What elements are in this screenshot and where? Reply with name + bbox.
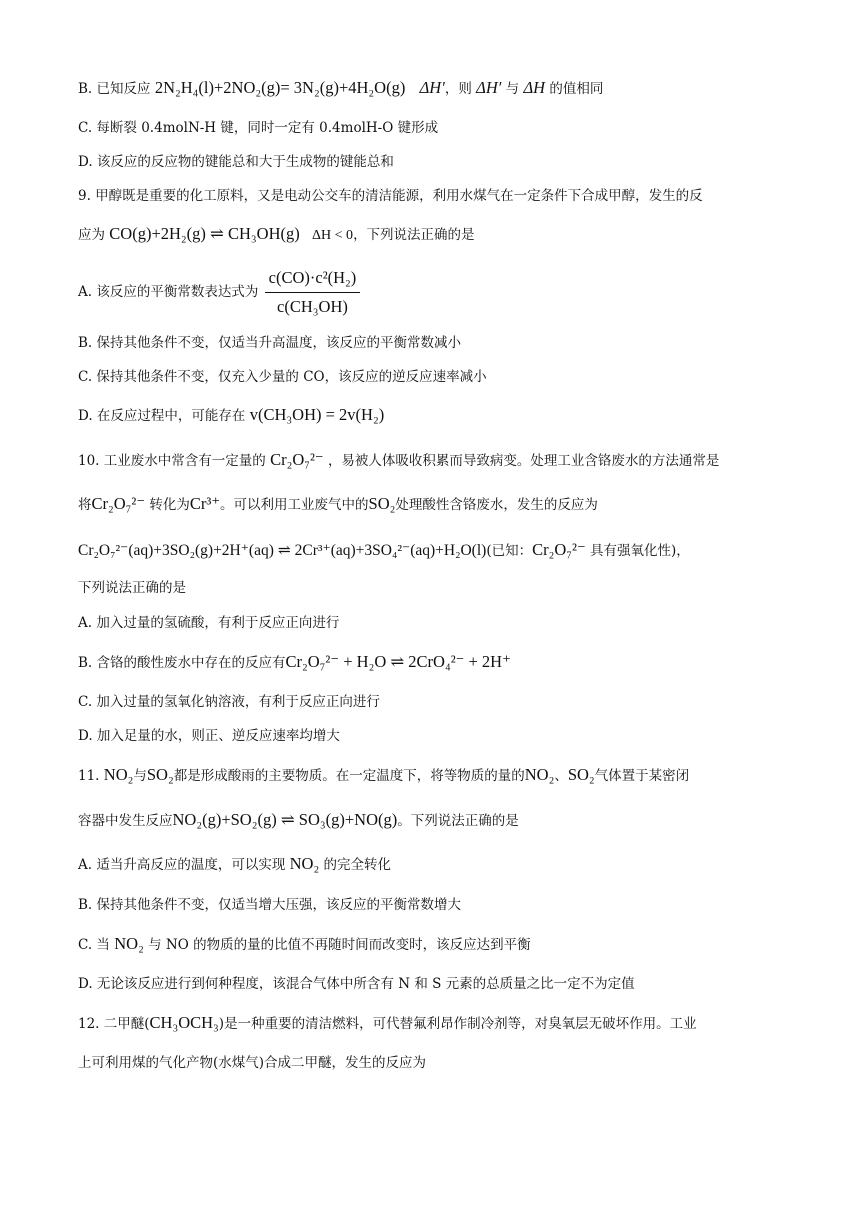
- equation: Cr₂O₇²⁻ + H₂O ⇌ 2CrO₄²⁻ + 2H⁺: [285, 652, 511, 671]
- text: B. 已知反应: [78, 81, 151, 97]
- text: D. 在反应过程中，可能存在: [78, 408, 246, 424]
- text: 处理酸性含铬废水，发生的反应为: [395, 497, 598, 513]
- formula: NO₂: [524, 765, 555, 784]
- equilibrium-constant-fraction: [265, 266, 361, 319]
- text: 具有强氧化性)，: [589, 543, 690, 559]
- text: 容器中发生反应: [78, 813, 173, 829]
- text: 转化为: [149, 497, 190, 513]
- q9-option-d: [78, 405, 384, 426]
- text: 与: [505, 81, 520, 97]
- q11-stem-line2: [78, 810, 519, 831]
- q8-option-d: D. 该反应的反应物的键能总和大于生成物的键能总和: [78, 154, 394, 170]
- text: A. 该反应的平衡常数表达式为: [78, 284, 259, 300]
- equation: NO₂(g)+SO₂(g) ⇌ SO₃(g)+NO(g): [172, 810, 398, 829]
- q11-option-d: D. 无论该反应进行到何种程度，该混合气体中所含有 N 和 S 元素的总质量之比一定不为定值: [78, 976, 635, 992]
- formula: SO₂: [368, 494, 396, 513]
- formula: NO₂: [103, 765, 134, 784]
- text: ，易被人体吸收积累而导致病变。处理工业含铬废水的方法通常是: [327, 453, 720, 469]
- enthalpy-symbol: ΔH: [523, 78, 546, 97]
- fraction-numerator: c(CO)·c²(H₂): [265, 266, 361, 293]
- text: C. 当: [78, 937, 110, 953]
- text: 的值相同: [549, 81, 604, 97]
- q11-stem-line1: [78, 765, 689, 786]
- ion-formula: Cr₂O₇²⁻: [532, 540, 586, 559]
- q12-stem-line2: 上可利用煤的气化产物(水煤气)合成二甲醚，发生的反应为: [78, 1055, 427, 1071]
- ion-formula: Cr₂O₇²⁻: [91, 494, 146, 513]
- q10-stem-line4: 下列说法正确的是: [78, 580, 186, 596]
- text: B. 含铬的酸性废水中存在的反应有: [78, 655, 286, 671]
- formula: NO₂: [114, 934, 144, 953]
- ion-formula: Cr³⁺: [189, 494, 221, 513]
- text: A. 适当升高反应的温度，可以实现: [78, 857, 286, 873]
- q9-option-c: C. 保持其他条件不变，仅充入少量的 CO，该反应的逆反应速率减小: [78, 369, 487, 385]
- text: 与: [133, 768, 147, 784]
- text: 将: [78, 497, 92, 513]
- enthalpy-condition: ΔH < 0: [312, 228, 354, 243]
- q11-option-b: B. 保持其他条件不变，仅适当增大压强，该反应的平衡常数增大: [78, 897, 462, 913]
- q9-stem-line1: 9. 甲醇既是重要的化工原料，又是电动公交车的清洁能源，利用水煤气在一定条件下合成甲醇，发生的反: [78, 188, 703, 204]
- q11-option-a: [78, 854, 391, 875]
- q10-option-c: C. 加入过量的氢氧化钠溶液，有利于反应正向进行: [78, 694, 380, 710]
- formula: CH₃OCH₃: [149, 1013, 219, 1032]
- text: 12. 二甲醚(: [78, 1016, 150, 1032]
- equation: v(CH₃OH) = 2v(H₂): [249, 405, 385, 424]
- q8-option-b: [78, 78, 603, 99]
- q11-option-c: [78, 934, 531, 955]
- text: 11.: [78, 768, 100, 784]
- enthalpy-symbol: ΔH′: [419, 78, 445, 97]
- formula: SO₂: [146, 765, 174, 784]
- text: 、: [554, 768, 568, 784]
- q8-option-c: C. 每断裂 0.4molN-H 键，同时一定有 0.4molH-O 键形成: [78, 120, 439, 136]
- text: 。下列说法正确的是: [397, 813, 519, 829]
- formula: NO₂: [289, 854, 320, 873]
- text: ，下列说法正确的是: [353, 227, 475, 243]
- equation: Cr₂O₇²⁻(aq)+3SO₂(g)+2H⁺(aq) ⇌ 2Cr³⁺(aq)+3SO₄²⁻(aq)+H₂O(l): [78, 542, 487, 559]
- q9-option-b: B. 保持其他条件不变，仅适当升高温度，该反应的平衡常数减小: [78, 335, 462, 351]
- text: 10. 工业废水中常含有一定量的: [78, 453, 266, 469]
- equation: 2N₂H₄(l)+2NO₂(g)= 3N₂(g)+4H₂O(g): [154, 78, 406, 97]
- text: 。可以利用工业废气中的: [220, 497, 369, 513]
- text: 都是形成酸雨的主要物质。在一定温度下，将等物质的量的: [173, 768, 525, 784]
- text: 的完全转化: [323, 857, 392, 873]
- text: )是一种重要的清洁燃料，可代替氟利昂作制冷剂等，对臭氧层无破坏作用。工业: [218, 1016, 697, 1032]
- q10-stem-line1: [78, 450, 719, 471]
- text: 应为: [78, 227, 105, 243]
- text: 气体置于某密闭: [594, 768, 690, 784]
- q10-option-a: A. 加入过量的氢硫酸，有利于反应正向进行: [78, 615, 340, 631]
- equation: CO(g)+2H₂(g) ⇌ CH₃OH(g): [109, 224, 300, 243]
- text: (已知：: [486, 543, 533, 559]
- fraction-denominator: c(CH₃OH): [277, 297, 348, 316]
- q10-option-d: D. 加入足量的水，则正、逆反应速率均增大: [78, 728, 340, 744]
- q9-stem-line2: [78, 224, 475, 246]
- q10-option-b: [78, 652, 511, 673]
- enthalpy-symbol: ΔH′: [476, 78, 502, 97]
- q10-stem-line2: [78, 494, 598, 515]
- text: ，则: [444, 81, 472, 97]
- q12-stem-line1: [78, 1013, 697, 1034]
- text: 与 NO 的物质的量的比值不再随时间而改变时，该反应达到平衡: [148, 937, 531, 953]
- q10-equation-line: [78, 540, 690, 561]
- formula: SO₂: [567, 765, 595, 784]
- ion-formula: Cr₂O₇²⁻: [270, 450, 324, 469]
- q9-option-a: [78, 266, 360, 319]
